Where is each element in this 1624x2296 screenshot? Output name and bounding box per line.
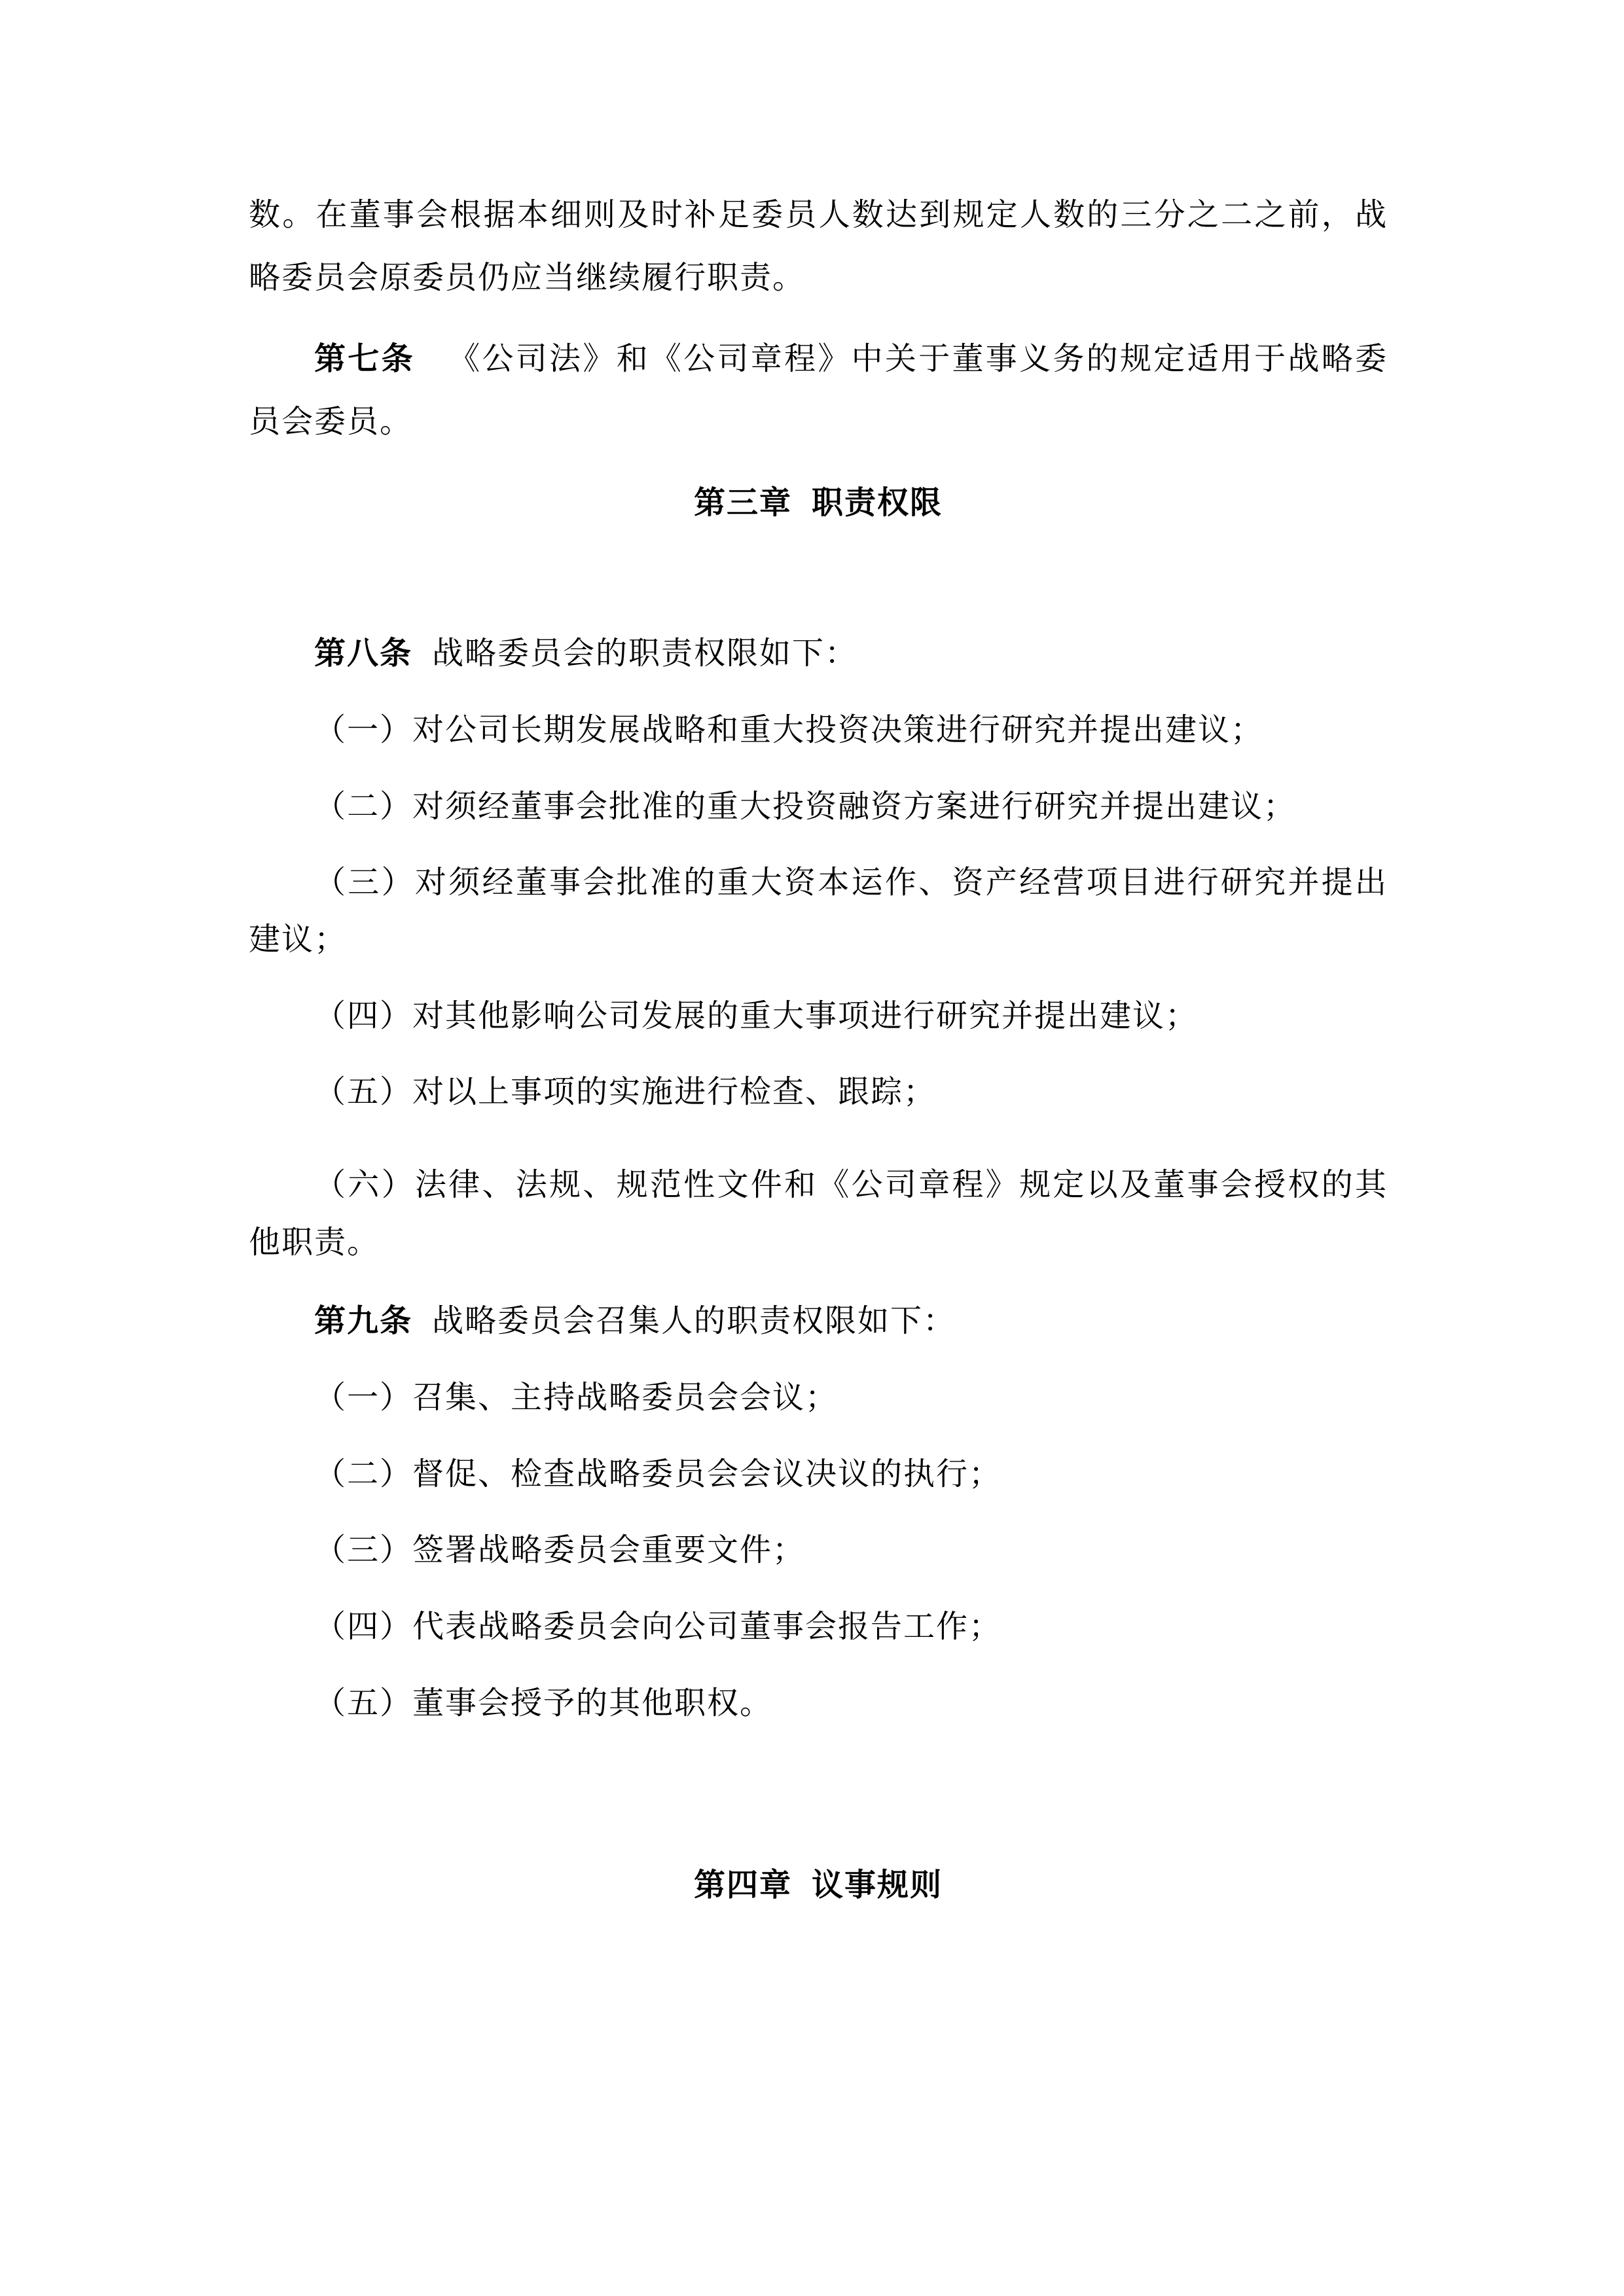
article-text: 战略委员会的职责权限如下：	[432, 635, 858, 672]
list-item: （二）对须经董事会批准的重大投资融资方案进行研究并提出建议；	[314, 788, 1297, 825]
list-item: （一）召集、主持战略委员会会议；	[314, 1379, 839, 1416]
article-7	[249, 339, 1388, 378]
list-item: （三）对须经董事会批准的重大资本运作、资产经营项目进行研究并提出	[314, 864, 1388, 901]
list-item: （四）代表战略委员会向公司董事会报告工作；	[314, 1608, 1002, 1645]
article-text: 战略委员会召集人的职责权限如下：	[432, 1302, 956, 1339]
chapter-title: 职责权限	[812, 484, 943, 521]
list-item: （二）督促、检查战略委员会会议决议的执行；	[314, 1456, 1002, 1492]
list-item: （一）对公司长期发展战略和重大投资决策进行研究并提出建议；	[314, 711, 1264, 748]
list-item: （五）董事会授予的其他职权。	[314, 1685, 773, 1721]
article-label: 第七条	[314, 340, 415, 377]
paragraph-line: 数。在董事会根据本细则及时补足委员人数达到规定人数的三分之二之前，战	[249, 196, 1388, 233]
list-item: （六）法律、法规、规范性文件和《公司章程》规定以及董事会授权的其	[314, 1166, 1388, 1203]
article-9	[249, 1301, 956, 1340]
list-item: （五）对以上事项的实施进行检查、跟踪；	[314, 1073, 937, 1110]
chapter-heading	[249, 1865, 1388, 1905]
list-item-continuation: 建议；	[249, 921, 348, 958]
article-label: 第九条	[314, 1302, 413, 1339]
article-text: 《公司法》和《公司章程》中关于董事义务的规定适用于战略委	[447, 340, 1388, 377]
list-item-continuation: 他职责。	[249, 1224, 380, 1261]
chapter-number: 第四章	[693, 1867, 792, 1903]
paragraph-line: 员会委员。	[249, 403, 413, 440]
list-item: （四）对其他影响公司发展的重大事项进行研究并提出建议；	[314, 997, 1199, 1034]
list-item: （三）签署战略委员会重要文件；	[314, 1532, 806, 1568]
chapter-number: 第三章	[693, 484, 792, 521]
article-label: 第八条	[314, 635, 413, 672]
article-8	[249, 634, 857, 673]
chapter-title: 议事规则	[812, 1867, 943, 1903]
paragraph-line: 略委员会原委员仍应当继续履行职责。	[249, 259, 806, 296]
chapter-heading	[249, 483, 1388, 522]
